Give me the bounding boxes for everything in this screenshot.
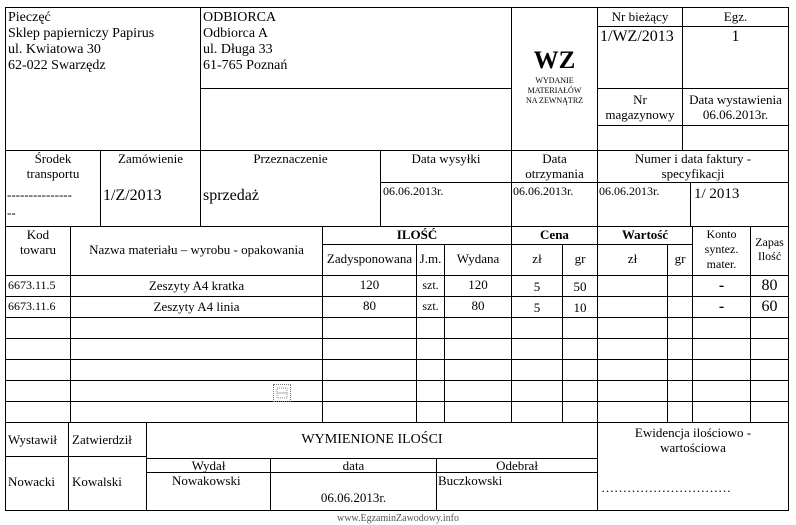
warehouse-label-2: magazynowy [605,107,675,122]
approved-label: Zatwierdził [72,432,132,447]
account-header-3: mater. [706,257,737,271]
name-header: Nazwa materiału – wyrobu - opakowania [89,242,304,257]
approved-by-name: Kowalski [72,474,122,489]
seller-label: Pieczęć [8,10,51,25]
released-by-name: Nowakowski [172,473,241,488]
row-2-name: Zeszyty A4 linia [153,299,240,314]
current-no-label: Nr bieżący [611,9,669,24]
row-2-ordered: 80 [363,298,376,313]
ship-date-label: Data wysyłki [411,151,481,166]
row-1-account: - [718,277,725,294]
invoice-label-1: Numer i data faktury - [634,151,752,166]
invoice-no: 1/ 2013 [694,186,740,202]
code-header-2: towaru [19,242,57,257]
changed-quantities-label: WYMIENIONE ILOŚCI [301,432,443,447]
row-1-code: 6673.11.5 [8,278,56,292]
buyer-street: ul. Długa 33 [203,42,273,57]
row-2-code: 6673.11.6 [8,299,56,313]
warehouse-label-1: Nr [633,92,647,107]
purpose-label: Przeznaczenie [253,151,328,166]
frame-bottom [5,510,789,511]
receipt-date: 06.06.2013r. [513,184,574,198]
issue-date-label: Data wystawienia [689,92,782,107]
row-1-ordered: 120 [359,277,380,292]
stamp-icon [273,384,291,402]
doc-code: WZ [533,47,576,74]
issued-by-name: Nowacki [8,474,55,489]
row-2-issued: 80 [471,298,485,313]
frame-left [5,7,6,511]
value-zl-header: zł [627,251,638,266]
account-header-1: Konto [706,227,737,241]
transport-value-1: --------------- [7,187,72,202]
receipt-label-2: otrzymania [525,166,584,181]
price-header: Cena [540,227,569,242]
receipt-label-1: Data [542,151,567,166]
seller-street: ul. Kwiatowa 30 [8,42,101,57]
stock-header-1: Zapas [755,235,784,249]
issue-date: 06.06.2013r. [702,107,769,122]
qty-header: ILOŚĆ [396,227,438,242]
issued-by-label: Wystawił [8,432,58,447]
buyer-label: ODBIORCA [203,10,277,25]
invoice-label-2: specyfikacji [661,166,725,181]
current-no: 1/WZ/2013 [600,28,674,45]
doc-desc-2: MATERIAŁÓW [527,86,582,95]
released-label: Wydał [191,458,226,473]
transport-value-2: -- [7,205,16,220]
order-value: 1/Z/2013 [103,187,162,204]
seller-name: Sklep papierniczy Papirus [8,26,155,41]
buyer-name: Odbiorca A [203,26,268,41]
row-1-price-zl: 5 [533,279,541,294]
row-2-price-gr: 10 [573,300,587,315]
release-date: 06.06.2013r. [320,490,387,505]
row-1-name: Zeszyty A4 kratka [148,278,245,293]
doc-desc-1: WYDANIE [535,76,574,85]
qty-issued-header: Wydana [456,251,500,266]
price-zl-header: zł [532,251,542,266]
row-1-price-gr: 50 [573,279,587,294]
copy-label: Egz. [723,9,748,24]
records-label-2: wartościowa [660,440,726,455]
buyer-city: 61-765 Poznań [203,58,288,73]
records-signature-dots: ………………………… [601,480,731,495]
frame-right [788,7,789,511]
date-label: data [342,458,365,473]
invoice-date: 06.06.2013r. [599,184,660,198]
purpose-value: sprzedaż [203,187,259,204]
records-label-1: Ewidencja ilościowo - [634,425,752,440]
row-2-stock: 60 [761,298,778,315]
doc-desc-3: NA ZEWNĄTRZ [525,96,584,105]
qty-ordered-header: Zadysponowana [326,251,413,266]
code-header-1: Kod [26,227,50,242]
unit-header: J.m. [419,251,442,266]
order-label: Zamówienie [118,151,183,166]
ship-date: 06.06.2013r. [383,184,444,198]
row-2-unit: szt. [422,299,439,313]
stock-header-2: Ilość [757,249,782,263]
row-2-account: - [718,298,725,315]
account-header-2: syntez. [704,242,739,256]
received-label: Odebrał [496,458,538,473]
watermark: www.EgzaminZawodowy.info [336,513,459,524]
received-by-name: Buczkowski [438,473,503,488]
value-gr-header: gr [674,251,686,266]
frame-top [5,7,789,8]
row-1-issued: 120 [468,277,488,292]
row-1-stock: 80 [761,277,778,294]
value-header: Wartość [621,227,669,242]
transport-label-2: transportu [26,166,80,181]
copy-value: 1 [731,28,740,45]
row-2-price-zl: 5 [533,300,541,315]
price-gr-header: gr [574,251,586,266]
row-1-unit: szt. [422,278,439,292]
transport-label-1: Środek [34,151,72,166]
seller-city: 62-022 Swarzędz [8,58,106,73]
